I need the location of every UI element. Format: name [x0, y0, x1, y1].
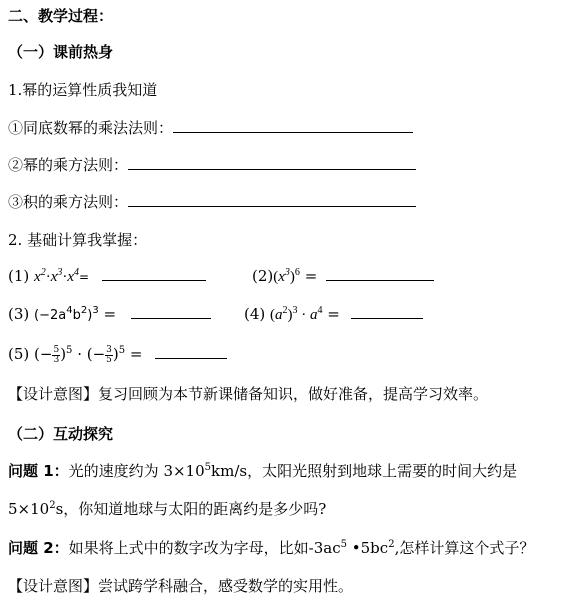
- problem-1: [8, 266, 206, 287]
- design-intent-1-label: 【设计意图】: [8, 385, 99, 403]
- problem-1-expr: $x^2\cdot x^3\cdot x^4$: [34, 267, 80, 285]
- rule2-blank[interactable]: [128, 155, 416, 170]
- explore-heading: （二）互动探究: [8, 425, 114, 443]
- question-2-text-a: 如果将上式中的数字改为字母，比如-3ac: [68, 539, 341, 557]
- problem-4-expr: $(a^2)^3 \cdot a^4$: [270, 305, 323, 323]
- problem-3-equals: =: [98, 305, 117, 323]
- problem-2-expr: $(x^3)^6$: [273, 267, 300, 285]
- problem-2-number: (2): [252, 267, 274, 285]
- question-1-line2: $5\times 10^2s$，你知道地球与太阳的距离约是多少吗?: [8, 500, 327, 518]
- section-heading: 二、教学过程：: [8, 7, 114, 25]
- problem-2-equals: =: [299, 267, 318, 285]
- rule3-label: ③积的乘方法则：: [8, 193, 129, 211]
- rule3-row: [8, 192, 416, 212]
- problem-2: [252, 266, 434, 287]
- question-1-line2-a: 5×10: [8, 500, 50, 518]
- question-1-line2-b: s，你知道地球与太阳的距离约是多少吗?: [55, 500, 327, 518]
- rule3-blank[interactable]: [128, 192, 416, 207]
- fraction: $\frac{3}{5}$: [106, 344, 112, 365]
- item1-text: 1.幂的运算性质我知道: [8, 81, 158, 99]
- rule2-label: ②幂的乘方法则：: [8, 156, 129, 174]
- rule2-row: [8, 155, 416, 175]
- problem-4-number: (4): [244, 305, 266, 323]
- problem-4-blank[interactable]: [351, 304, 423, 319]
- problem-1-blank[interactable]: [102, 266, 206, 281]
- design-intent-2-text: 尝试跨学科融合，感受数学的实用性。: [98, 577, 354, 595]
- problem-5-expr: (− $\frac{5}{3}$ )$^5$ · (− $\frac{3}{5}$ )$^5$: [34, 344, 126, 365]
- rule1-row: [8, 118, 413, 138]
- problem-3-blank[interactable]: [131, 304, 211, 319]
- question-2-text-b: •5bc: [347, 539, 389, 557]
- design-intent-2: [8, 576, 353, 596]
- rule1-label: ①同底数幂的乘法法则：: [8, 119, 174, 137]
- question-1-text-b: km/s，太阳光照射到地球上需要的时间大约是: [211, 462, 518, 480]
- fraction: $\frac{5}{3}$: [53, 344, 60, 365]
- design-intent-1: [8, 384, 488, 404]
- problem-3-number: (3): [8, 305, 30, 323]
- problem-4: [244, 304, 423, 325]
- problem-5: [8, 344, 227, 365]
- question-2: 问题 2：如果将上式中的数字改为字母，比如$-3ac^5$ $•5bc^2$,怎样计算这个式子？: [8, 539, 535, 557]
- design-intent-2-label: 【设计意图】: [8, 577, 99, 595]
- rule1-blank[interactable]: [173, 118, 413, 133]
- question-2-label: 问题 2：: [8, 539, 69, 557]
- problem-4-equals: =: [322, 305, 340, 323]
- item2-text: 2. 基础计算我掌握：: [8, 231, 148, 249]
- design-intent-1-text: 复习回顾为本节新课储备知识，做好准备，提高学习效率。: [98, 385, 489, 403]
- problem-5-blank[interactable]: [155, 344, 227, 359]
- question-1-text-a: 光的速度约为 3×10: [68, 462, 205, 480]
- problem-2-blank[interactable]: [326, 266, 434, 281]
- problem-3: [8, 304, 211, 326]
- problem-1-equals: =: [79, 270, 90, 284]
- question-1-label: 问题 1：: [8, 462, 69, 480]
- question-2-text-c: ,怎样计算这个式子？: [394, 539, 535, 557]
- problem-1-number: (1): [8, 267, 30, 285]
- warmup-heading: （一）课前热身: [8, 43, 114, 61]
- problem-5-equals: =: [125, 345, 143, 363]
- problem-3-expr: $(-2a^4b^2)^3$: [34, 305, 99, 323]
- problem-5-number: (5): [8, 345, 30, 363]
- question-1: 问题 1：光的速度约为 $3\times 10^5km/s$，太阳光照射到地球上需要的时间大约是: [8, 462, 518, 480]
